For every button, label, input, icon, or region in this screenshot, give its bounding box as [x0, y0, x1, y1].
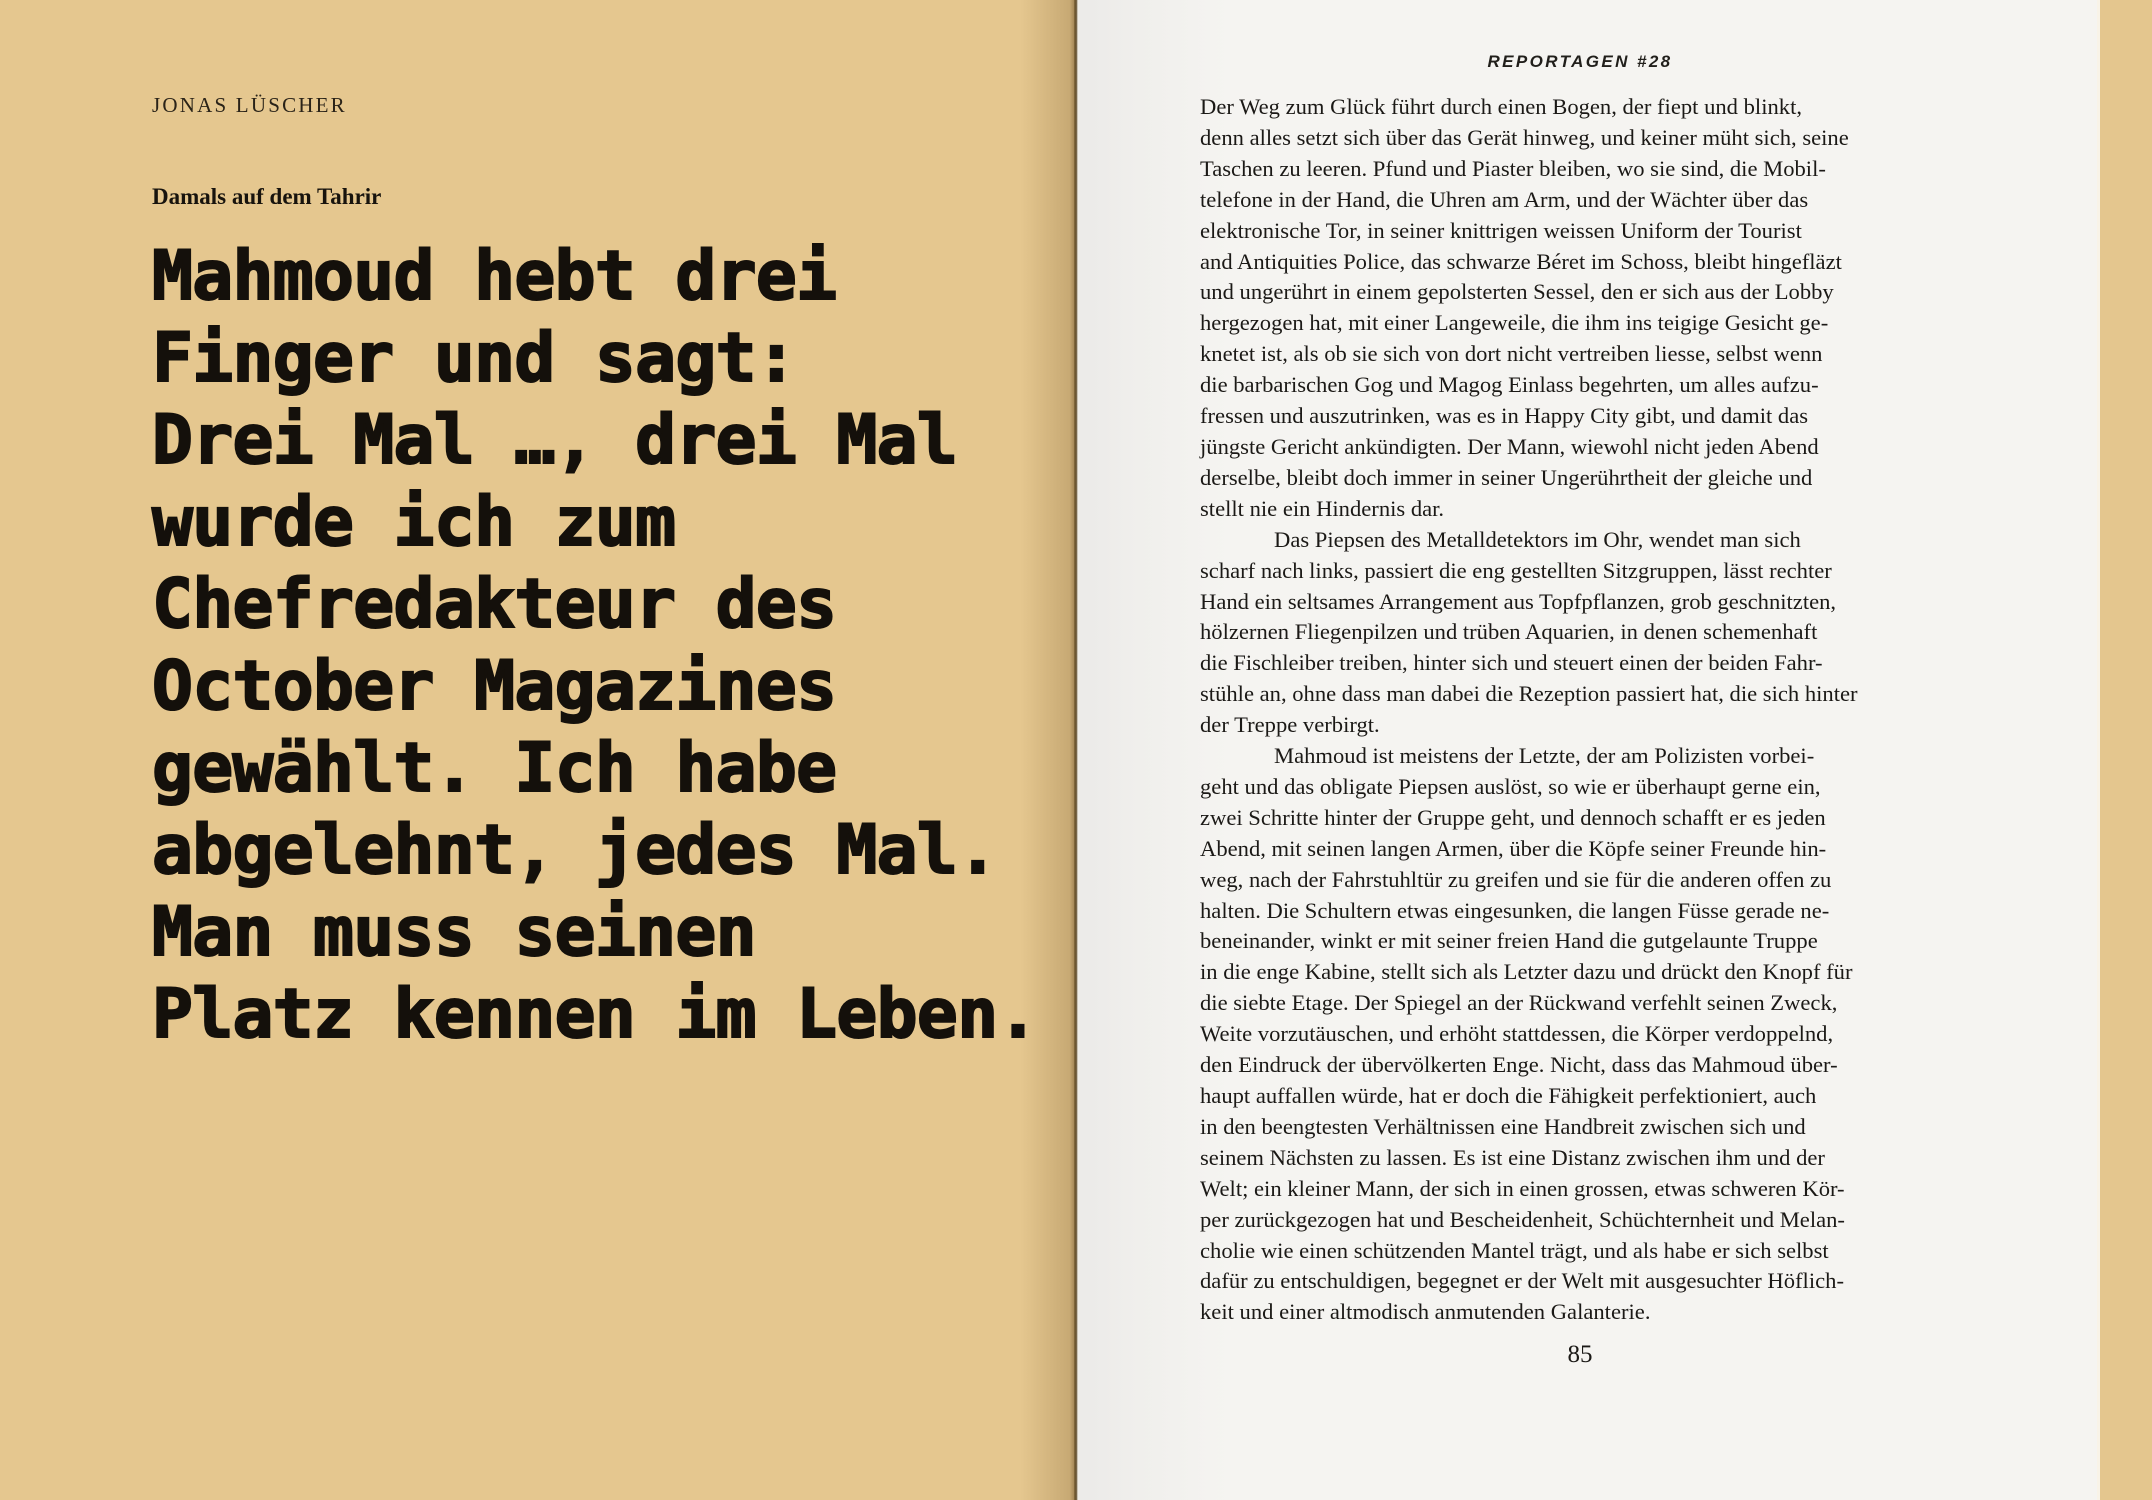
page-number: 85	[1567, 1341, 1593, 1369]
paragraph: Mahmoud ist meistens der Letzte, der am Polizisten vorbei- geht und das obligate Piepsen auslöst, so wie er überhaupt gerne ein, zwei Schritte hinter der Gruppe geht, und dennoch schafft er es jeden Abend, mit seinen langen Armen, über die Köpfe seiner Freunde hin- weg, nach der Fahrstuhltür zu greifen und sie für die anderen offen zu halten. Die Schultern etwas eingesunken, die langen Füsse gerade ne- beneinander, winkt er mit seiner freien Hand die gutgelaunte Truppe in die enge Kabine, stellt sich als Letzter dazu und drückt den Knopf für die siebte Etage. Der Spiegel an der Rückwand verfehlt seinen Zweck, Weite vorzutäuschen, und erhöht stattdessen, die Körper verdoppelnd, den Eindruck der übervölkerten Enge. Nicht, dass das Mahmoud über- haupt auffallen würde, hat er doch die Fähigkeit perfektioniert, auch in den beengtesten Verhältnissen eine Handbreit zwischen sich und seinem Nächsten zu lassen. Es ist eine Distanz zwischen ihm und der Welt; ein kleiner Mann, der sich in einen grossen, etwas schweren Kör- per zurückgezogen hat und Bescheidenheit, Schüchternheit und Melan- cholie wie einen schützenden Mantel trägt, und als habe er sich selbst dafür zu entschuldigen, begegnet er der Welt mit ausgesuchter Höflich- keit und einer altmodisch anmutenden Galanterie.	[1200, 743, 1853, 1325]
article-kicker: Damals auf dem Tahrir	[152, 184, 382, 209]
left-page	[0, 0, 1074, 1500]
text-column	[1200, 0, 1960, 1369]
body-text	[1200, 92, 1960, 1328]
pull-quote: Mahmoud hebt drei Finger und sagt: Drei Mal …, drei Mal wurde ich zum Chefredakteur des October Magazines gewählt. Ich habe abgelehnt, jedes Mal. Man muss seinen Platz kennen im Leben.	[152, 237, 1038, 1054]
paragraph: Das Piepsen des Metalldetektors im Ohr, wendet man sich scharf nach links, passiert die eng gestellten Sitzgruppen, lässt rechter Hand ein seltsames Arrangement aus Topfpflanzen, grob geschnitzten, hölzernen Fliegenpilzen und trüben Aquarien, in denen schemenhaft die Fischleiber treiben, hinter sich und steuert einen der beiden Fahr- stühle an, ohne dass man dabei die Rezeption passiert hat, die sich hinter der Treppe verbirgt.	[1200, 526, 1858, 738]
left-page-content	[152, 0, 1044, 1056]
right-page	[1079, 0, 2100, 1500]
running-head: REPORTAGEN #28	[1487, 52, 1673, 71]
paragraph: Der Weg zum Glück führt durch einen Bogen, der fiept und blinkt, denn alles setzt sich über das Gerät hinweg, und keiner müht sich, seine Taschen zu leeren. Pfund und Piaster bleiben, wo sie sind, die Mobil- telefone in der Hand, die Uhren am Arm, und der Wächter über das elektronische Tor, in seiner knittrigen weissen Uniform der Tourist and Antiquities Police, das schwarze Béret im Schoss, bleibt hingefläzt und ungerührt in einem gepolsterten Sessel, den er sich aus der Lobby hergezogen hat, mit einer Langeweile, die ihm ins teigige Gesicht ge- knetet ist, als ob sie sich von dort nicht vertreiben liesse, selbst wenn die barbarischen Gog und Magog Einlass begehrten, um alles aufzu- fressen und auszutrinken, was es in Happy City gibt, und damit das jüngste Gericht ankündigten. Der Mann, wiewohl nicht jeden Abend derselbe, bleibt doch immer in seiner Ungerührtheit der gleiche und stellt nie ein Hindernis dar.	[1200, 94, 1849, 521]
author-name: JONAS LÜSCHER	[152, 93, 347, 117]
fore-edge-strip	[2097, 0, 2152, 1500]
